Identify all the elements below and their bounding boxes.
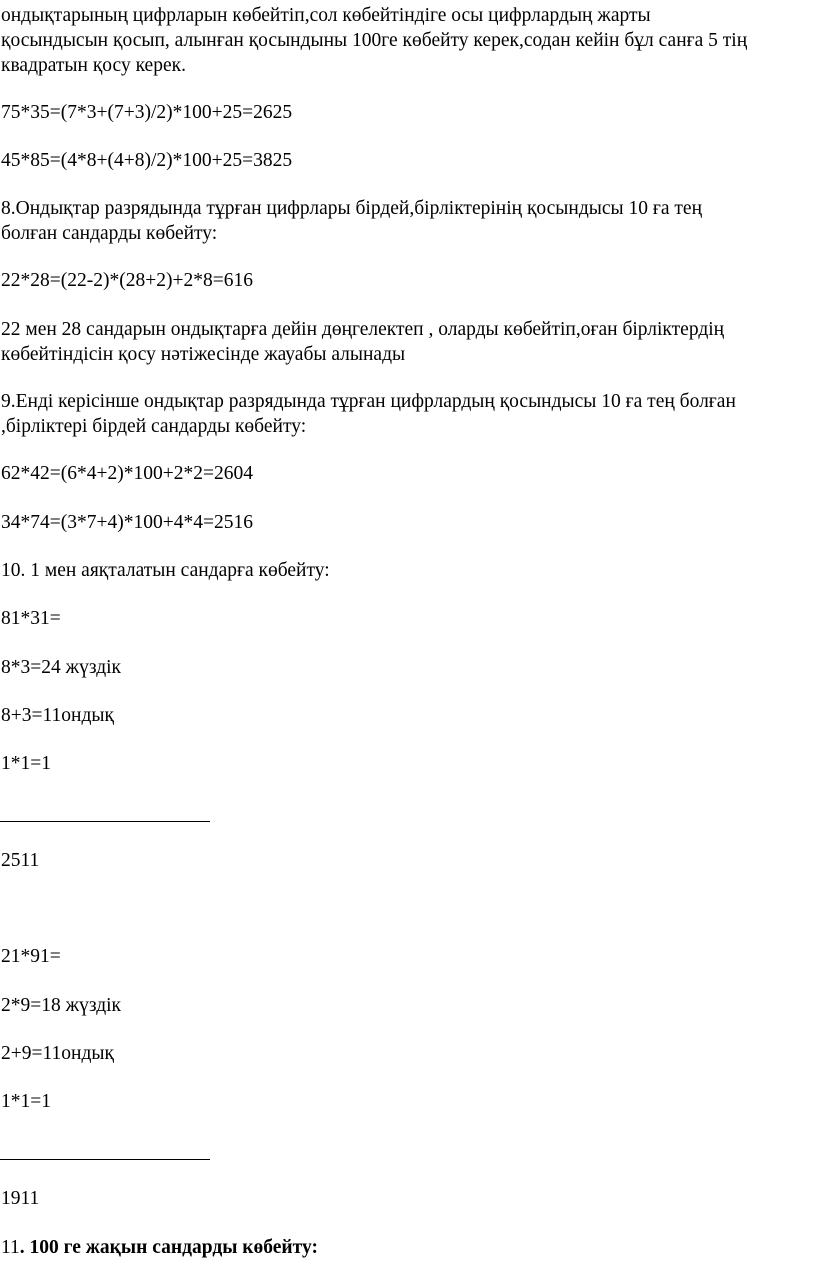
section9-heading-line-2: ,бірліктері бірдей сандарды көбейту: — [1, 416, 307, 437]
section11-heading — [1, 1236, 318, 1260]
section11-title: . 100 ге жақын сандарды көбейту: — [19, 1237, 318, 1258]
intro-line-2: қосындысын қосып, алынған қосындыны 100ге көбейту керек,содан кейін бұл санға 5 тің — [1, 30, 748, 51]
section8-note-line-1: 22 мен 28 сандарын ондықтарға дейін дөңгелектеп , оларды көбейтіп,оған бірліктердің — [1, 319, 725, 340]
section10-example2-step3: 1*1=1 — [1, 1091, 51, 1112]
section10-example2-step1: 2*9=18 жүздік — [1, 995, 122, 1016]
section10-example1-step3: 1*1=1 — [1, 753, 51, 774]
section8-heading-line-2: болған сандарды көбейту: — [1, 223, 218, 244]
sum-rule-2 — [0, 1159, 210, 1160]
section10-example2-step2: 2+9=11ондық — [1, 1043, 114, 1064]
section9-example-2: 34*74=(3*7+4)*100+4*4=2516 — [1, 512, 253, 533]
section10-example2-result: 1911 — [1, 1188, 40, 1209]
intro-line-3: квадратын қосу керек. — [1, 55, 186, 76]
example-45-85: 45*85=(4*8+(4+8)/2)*100+25=3825 — [1, 150, 293, 171]
section10-example1-problem: 81*31= — [1, 608, 61, 629]
intro-line-1: ондықтарының цифрларын көбейтіп,сол көбейтіндіге осы цифрлардың жарты — [1, 5, 651, 26]
section9-example-1: 62*42=(6*4+2)*100+2*2=2604 — [1, 463, 253, 484]
section10-example1-step2: 8+3=11ондық — [1, 705, 114, 726]
example-75-35: 75*35=(7*3+(7+3)/2)*100+25=2625 — [1, 102, 293, 123]
section11-number: 11 — [1, 1237, 20, 1258]
sum-rule-1 — [0, 821, 210, 822]
section10-example1-step1: 8*3=24 жүздік — [1, 657, 122, 678]
section8-note-line-2: көбейтіндісін қосу нәтіжесінде жауабы алынады — [1, 344, 406, 365]
section8-heading-line-1: 8.Ондықтар разрядында тұрған цифрлары бірдей,бірліктерінің қосындысы 10 ға тең — [1, 198, 703, 219]
section10-example2-problem: 21*91= — [1, 946, 61, 967]
section10-heading: 10. 1 мен аяқталатын сандарға көбейту: — [1, 560, 330, 581]
section9-heading-line-1: 9.Енді керісінше ондықтар разрядында тұрған цифрлардың қосындысы 10 ға тең болған — [1, 391, 736, 412]
section8-example: 22*28=(22-2)*(28+2)+2*8=616 — [1, 270, 253, 291]
section10-example1-result: 2511 — [1, 850, 40, 871]
